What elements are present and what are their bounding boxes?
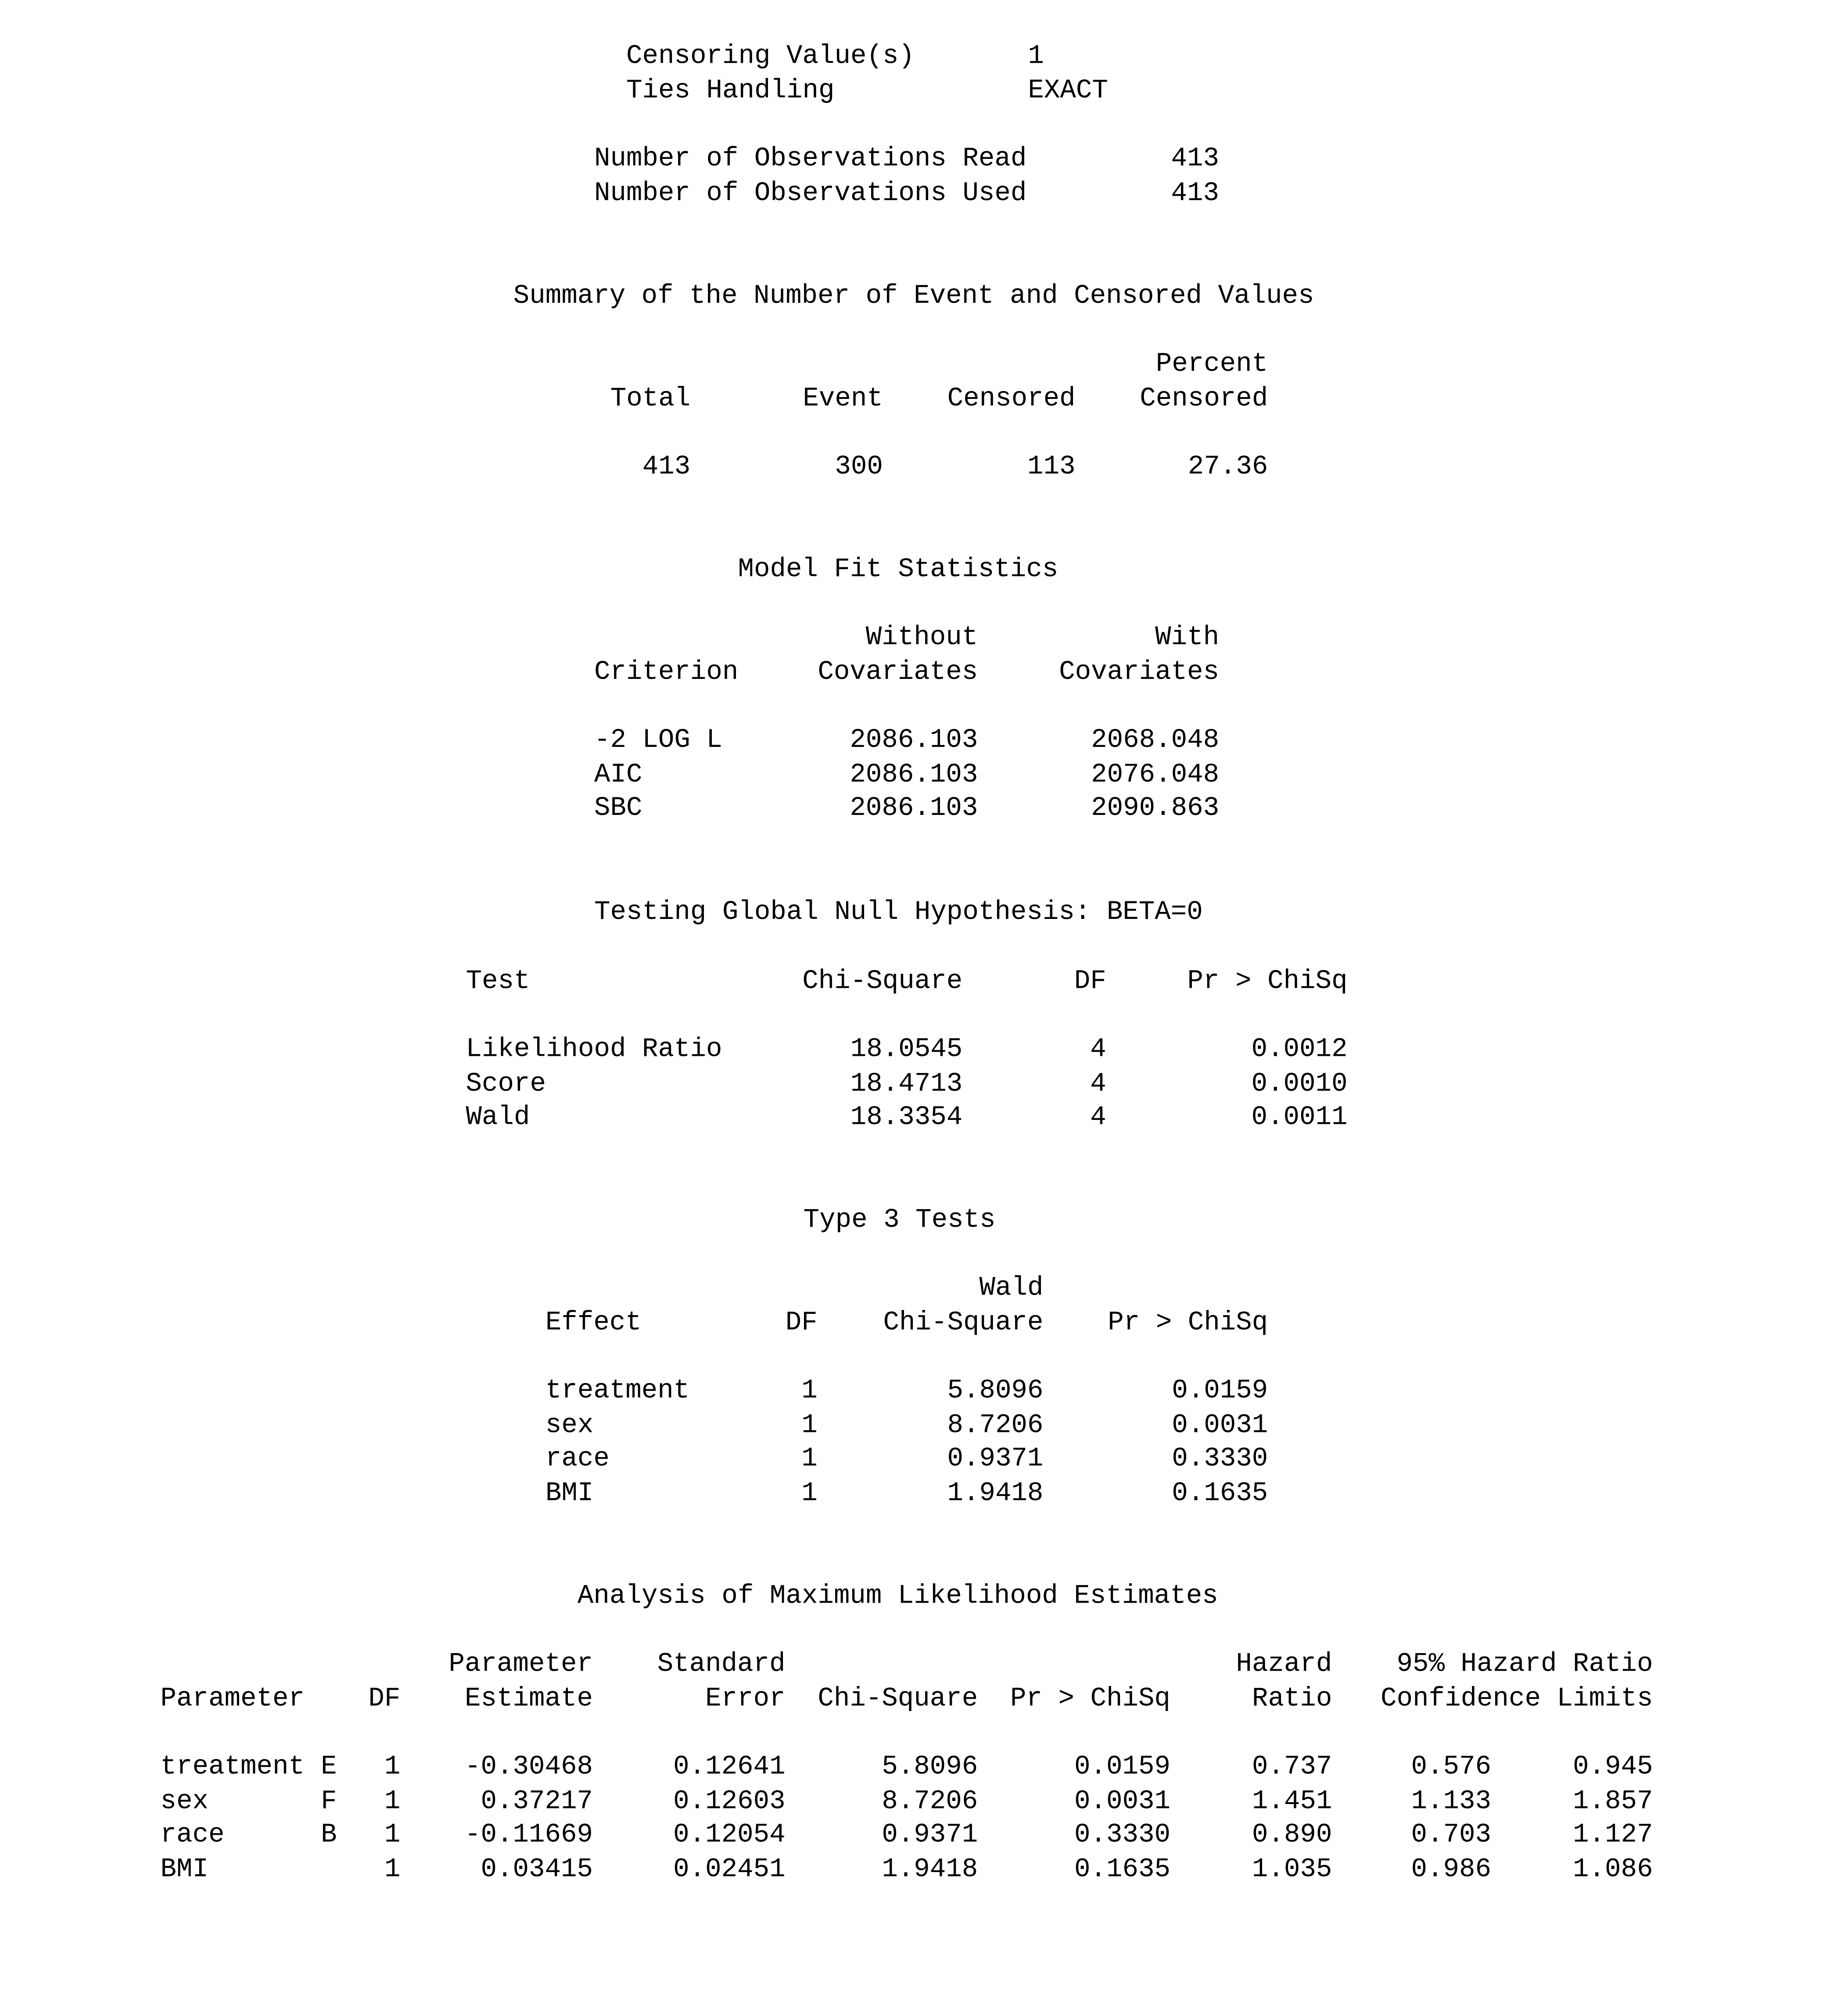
table-cell: 1: [384, 1787, 401, 1817]
table-cell: 1.9418: [947, 1479, 1044, 1509]
censoring-label: Censoring Value(s): [626, 42, 915, 72]
ties-label: Ties Handling: [626, 77, 835, 107]
table-cell: 1.035: [1252, 1855, 1332, 1885]
table-cell: 0.0011: [1251, 1104, 1348, 1134]
table-cell: 0.12054: [673, 1821, 786, 1851]
table-cell: 0.0031: [1172, 1411, 1268, 1441]
column-header: Parameter: [160, 1685, 305, 1715]
column-header: DF: [785, 1309, 818, 1339]
table-cell: 1: [801, 1445, 818, 1475]
row-label: BMI: [545, 1479, 594, 1509]
column-header: Total: [610, 385, 691, 415]
column-header: Pr > ChiSq: [1010, 1685, 1170, 1715]
table-cell: 4: [1090, 1104, 1106, 1134]
table-cell: 0.3330: [1074, 1821, 1170, 1851]
table-cell: 1.857: [1573, 1787, 1653, 1817]
table-cell: 0.9371: [882, 1821, 978, 1851]
ties-value: EXACT: [1028, 77, 1108, 107]
column-header: Effect: [545, 1309, 642, 1339]
table-cell: 5.8096: [882, 1753, 978, 1783]
table-cell: 1: [384, 1855, 401, 1885]
row-label: race: [160, 1821, 225, 1851]
table-cell: 5.8096: [947, 1377, 1044, 1407]
section-title: Type 3 Tests: [803, 1206, 996, 1236]
section-title: Testing Global Null Hypothesis: BETA=0: [594, 898, 1203, 928]
table-cell: 8.7206: [882, 1787, 978, 1817]
table-cell: 1.086: [1573, 1855, 1653, 1885]
column-header: Test: [466, 967, 530, 997]
table-cell: -0.11669: [465, 1821, 593, 1851]
table-cell: -0.30468: [465, 1753, 593, 1783]
table-cell: 1: [801, 1377, 818, 1407]
table-cell: 0.890: [1252, 1821, 1332, 1851]
column-header: Wald: [979, 1274, 1044, 1304]
column-header: Covariates: [1059, 658, 1220, 688]
table-cell: 1: [384, 1753, 401, 1783]
column-header: Confidence Limits: [1381, 1685, 1653, 1715]
table-cell: 1.451: [1252, 1787, 1332, 1817]
column-header: Pr > ChiSq: [1187, 967, 1348, 997]
table-cell: B: [321, 1821, 337, 1851]
row-label: Likelihood Ratio: [466, 1035, 722, 1065]
column-header: Without: [865, 624, 978, 653]
column-header: Censored: [947, 385, 1076, 415]
table-cell: 0.12641: [673, 1753, 786, 1783]
column-header: DF: [368, 1685, 401, 1715]
column-header: Error: [705, 1685, 786, 1715]
table-cell: 300: [835, 453, 883, 483]
column-header: Chi-Square: [883, 1309, 1044, 1339]
table-cell: 2068.048: [1091, 726, 1220, 756]
row-label: -2 LOG L: [594, 726, 722, 756]
table-cell: 18.4713: [850, 1069, 963, 1099]
table-cell: 8.7206: [947, 1411, 1044, 1441]
table-cell: 0.576: [1411, 1753, 1492, 1783]
table-cell: 1.9418: [882, 1855, 978, 1885]
table-cell: 0.37217: [481, 1787, 593, 1817]
table-cell: 0.9371: [947, 1445, 1044, 1475]
table-cell: 18.3354: [850, 1104, 963, 1134]
obs-read-value: 413: [1171, 145, 1220, 175]
table-cell: F: [321, 1787, 337, 1817]
table-cell: 1: [801, 1479, 818, 1509]
column-header: Pr > ChiSq: [1108, 1309, 1268, 1339]
table-cell: 413: [642, 453, 691, 483]
column-header: Censored: [1140, 385, 1268, 415]
table-cell: 0.0010: [1251, 1069, 1348, 1099]
table-cell: 0.737: [1252, 1753, 1332, 1783]
column-header: Percent: [1155, 350, 1268, 380]
table-cell: 2076.048: [1091, 760, 1220, 790]
table-cell: 27.36: [1188, 453, 1268, 483]
column-header: DF: [1074, 967, 1106, 997]
obs-read-label: Number of Observations Read: [594, 145, 1027, 175]
column-header: Event: [803, 385, 883, 415]
table-cell: 0.1635: [1074, 1855, 1170, 1885]
table-cell: 0.1635: [1172, 1479, 1268, 1509]
row-label: sex: [545, 1411, 594, 1441]
table-cell: 0.3330: [1172, 1445, 1268, 1475]
column-header: Hazard: [1236, 1650, 1332, 1680]
table-cell: 0.945: [1573, 1753, 1653, 1783]
table-cell: 0.0031: [1074, 1787, 1170, 1817]
table-cell: 0.986: [1411, 1855, 1492, 1885]
table-cell: E: [321, 1753, 337, 1783]
row-label: AIC: [594, 760, 642, 790]
censoring-value: 1: [1028, 42, 1044, 72]
row-label: sex: [160, 1787, 209, 1817]
table-cell: 0.03415: [481, 1855, 593, 1885]
table-cell: 2090.863: [1091, 794, 1220, 824]
table-cell: 113: [1027, 453, 1076, 483]
table-cell: 1: [801, 1411, 818, 1441]
row-label: treatment: [160, 1753, 305, 1783]
row-label: race: [545, 1445, 610, 1475]
table-cell: 2086.103: [850, 726, 978, 756]
table-cell: 2086.103: [850, 760, 978, 790]
table-cell: 0.02451: [673, 1855, 786, 1885]
row-label: Wald: [466, 1104, 530, 1134]
table-cell: 4: [1090, 1069, 1106, 1099]
table-cell: 18.0545: [850, 1035, 963, 1065]
table-cell: 0.0159: [1074, 1753, 1170, 1783]
table-cell: 0.12603: [673, 1787, 786, 1817]
obs-used-value: 413: [1171, 179, 1220, 209]
row-label: SBC: [594, 794, 642, 824]
column-header: Covariates: [818, 658, 978, 688]
column-header: Estimate: [465, 1685, 593, 1715]
column-header: Standard: [657, 1650, 786, 1680]
table-cell: 4: [1090, 1035, 1106, 1065]
row-label: Score: [466, 1069, 546, 1099]
column-header: Chi-Square: [802, 967, 963, 997]
section-title: Analysis of Maximum Likelihood Estimates: [577, 1582, 1218, 1612]
column-header: 95% Hazard Ratio: [1396, 1650, 1653, 1680]
section-title: Model Fit Statistics: [738, 556, 1059, 585]
column-header: Ratio: [1252, 1685, 1332, 1715]
obs-used-label: Number of Observations Used: [594, 179, 1027, 209]
row-label: treatment: [545, 1377, 690, 1407]
column-header: Parameter: [449, 1650, 593, 1680]
column-header: Criterion: [594, 658, 739, 688]
table-cell: 1.133: [1411, 1787, 1492, 1817]
table-cell: 0.0159: [1172, 1377, 1268, 1407]
row-label: BMI: [160, 1855, 209, 1885]
table-cell: 0.0012: [1251, 1035, 1348, 1065]
table-cell: 0.703: [1411, 1821, 1492, 1851]
table-cell: 1: [384, 1821, 401, 1851]
section-title: Summary of the Number of Event and Censored Values: [513, 282, 1314, 312]
column-header: With: [1155, 624, 1220, 653]
column-header: Chi-Square: [818, 1685, 978, 1715]
table-cell: 1.127: [1573, 1821, 1653, 1851]
table-cell: 2086.103: [850, 794, 978, 824]
